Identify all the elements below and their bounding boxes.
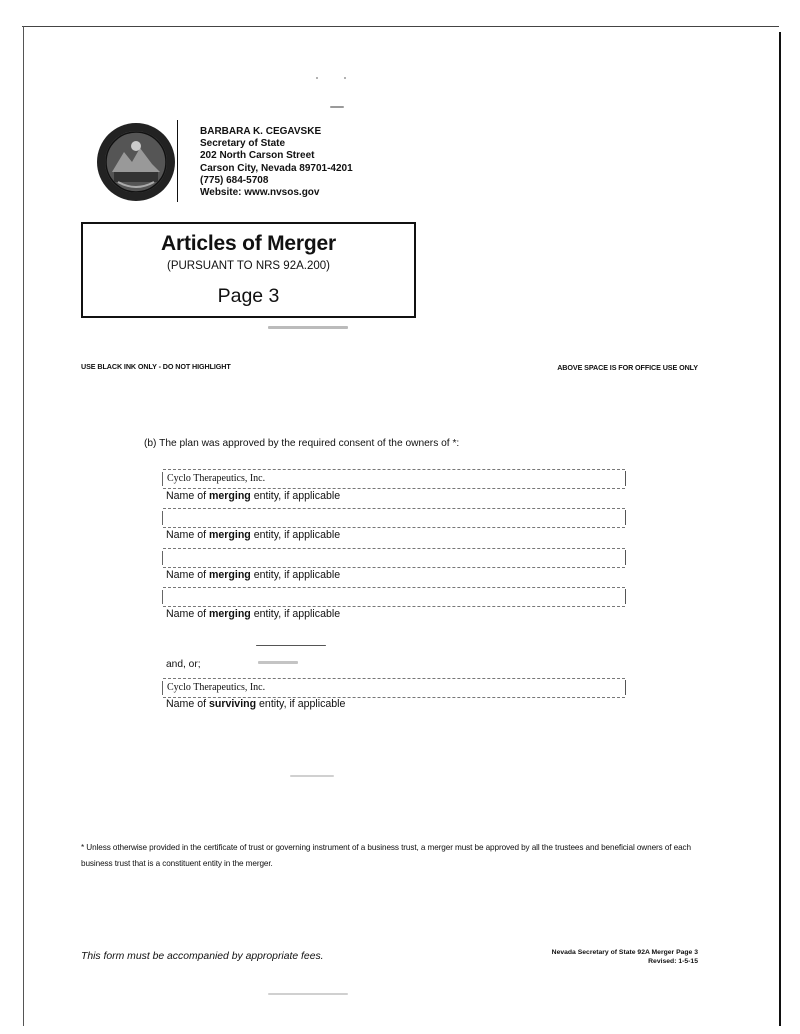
footer-fee-notice: This form must be accompanied by appropriate fees. — [81, 951, 324, 962]
form-title-box — [81, 222, 416, 318]
issuer-name: BARBARA K. CEGAVSKE — [200, 126, 322, 137]
form-title: Articles of Merger — [161, 232, 336, 255]
ink-notice: USE BLACK INK ONLY - DO NOT HIGHLIGHT — [81, 362, 231, 371]
and-or-text: and, or; — [166, 659, 201, 670]
merging-entity-field-2[interactable] — [163, 508, 625, 528]
surviving-entity-field[interactable] — [163, 678, 625, 698]
footnote: * Unless otherwise provided in the certificate of trust or governing instrument of a business trust, a merger must be approved by all the trustees and beneficial owners of each business trust that is a constituent entity in the merger. — [81, 843, 691, 868]
issuer-city: Carson City, Nevada 89701-4201 — [200, 162, 353, 174]
merging-entity-label-3: Name of merging entity, if applicable — [166, 569, 341, 581]
merging-entity-field-1[interactable] — [163, 469, 625, 489]
surviving-entity-value: Cyclo Therapeutics, Inc. — [167, 682, 266, 693]
footer-form-id — [552, 948, 698, 966]
top-border-line — [22, 26, 779, 27]
footer-revised: Revised: 1-5-15 — [648, 958, 698, 965]
left-border-line — [23, 26, 24, 1026]
issuer-phone: (775) 684-5708 — [200, 174, 269, 186]
office-use-notice: ABOVE SPACE IS FOR OFFICE USE ONLY — [557, 363, 698, 372]
issuer-street: 202 North Carson Street — [200, 150, 315, 162]
merging-entity-label-1: Name of merging entity, if applicable — [166, 490, 341, 502]
footer-form-name: Nevada Secretary of State 92A Merger Page 3 — [551, 949, 698, 956]
merging-entity-value-1: Cyclo Therapeutics, Inc. — [167, 473, 266, 484]
nevada-state-seal-icon — [96, 122, 176, 202]
merging-entity-label-2: Name of merging entity, if applicable — [166, 529, 341, 541]
right-border-line — [779, 32, 781, 1026]
form-subtitle: (PURSUANT TO NRS 92A.200) — [167, 260, 330, 272]
section-b-intro: (b) The plan was approved by the required consent of the owners of *: — [144, 438, 460, 449]
surviving-entity-label: Name of surviving entity, if applicable — [166, 698, 346, 710]
merging-entity-field-4[interactable] — [163, 587, 625, 607]
form-page-label: Page 3 — [217, 285, 280, 307]
issuer-title: Secretary of State — [200, 138, 286, 150]
issuer-divider — [177, 120, 178, 202]
issuer-block — [200, 126, 353, 199]
issuer-website: Website: www.nvsos.gov — [200, 187, 320, 199]
merging-entity-label-4: Name of merging entity, if applicable — [166, 608, 341, 620]
merging-entity-field-3[interactable] — [163, 548, 625, 568]
